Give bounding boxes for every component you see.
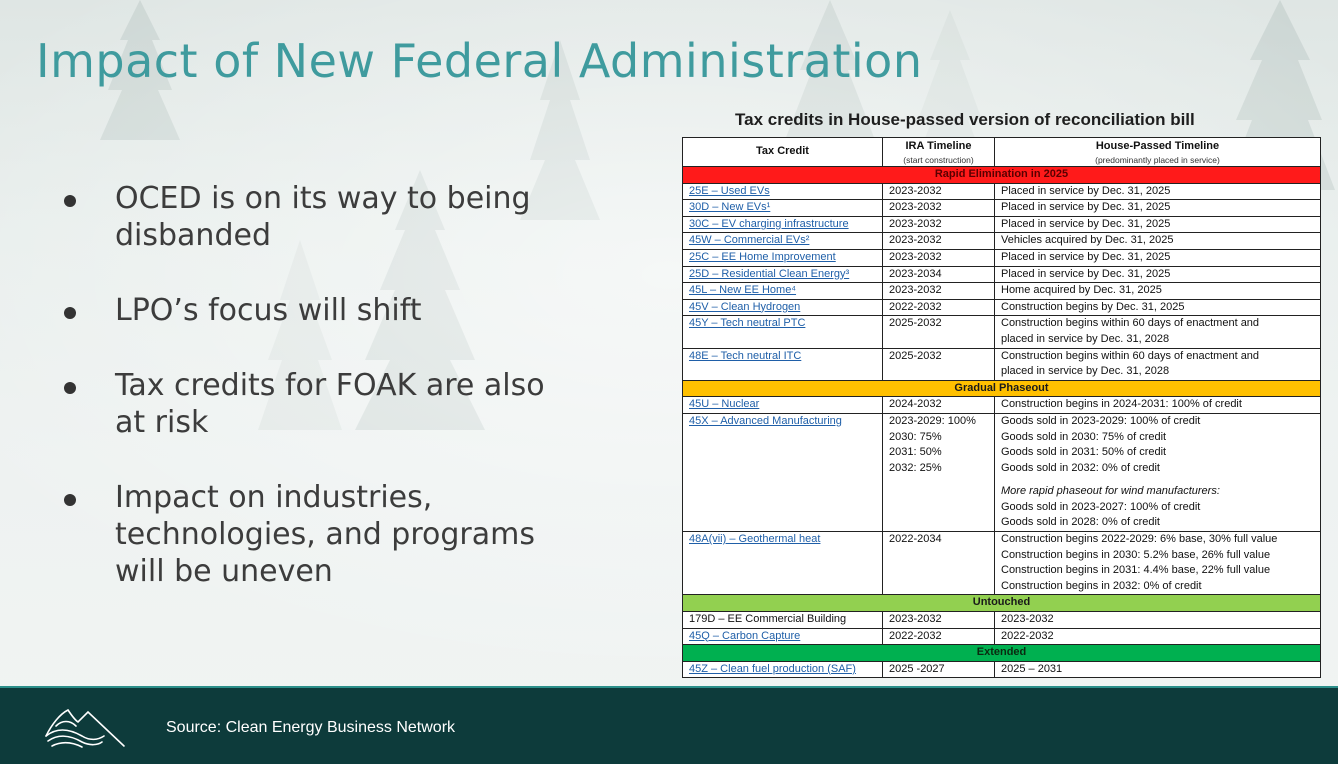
bullet-item: [60, 292, 422, 329]
ira-timeline-cell: [883, 200, 995, 217]
ira-timeline-cell: [883, 397, 995, 414]
ira-timeline-cell: [883, 532, 995, 595]
table-caption: Tax credits in House-passed version of reconciliation bill: [735, 110, 1195, 129]
ira-timeline-text: 2023-2032: [889, 234, 942, 247]
tax-credit-link[interactable]: 30D – New EVs¹: [689, 201, 771, 214]
house-timeline-cell: [995, 249, 1321, 266]
house-timeline-text: 2022-2032: [1001, 629, 1054, 642]
table-row: [683, 316, 1321, 348]
section-header-row: [683, 167, 1321, 184]
house-timeline-text: Construction begins within 60 days of enactment and: [1001, 349, 1260, 362]
house-timeline-cell: [995, 299, 1321, 316]
mountain-wave-logo-icon: [42, 706, 128, 752]
tax-credit-link[interactable]: 48A(vii) – Geothermal heat: [689, 533, 821, 546]
house-timeline-cell: [995, 283, 1321, 300]
footer-bar: [0, 688, 1338, 764]
ira-timeline-text: 2023-2034: [889, 267, 942, 280]
table-row: [683, 266, 1321, 283]
ira-timeline-text: 2022-2032: [889, 629, 942, 642]
table-row: [683, 397, 1321, 414]
bullet-text: technologies, and programs: [115, 517, 535, 552]
tax-credit-link[interactable]: 45Y – Tech neutral PTC: [689, 317, 806, 330]
house-timeline-text: placed in service by Dec. 31, 2028: [1001, 365, 1170, 378]
table-row: [683, 216, 1321, 233]
house-timeline-text: Goods sold in 2028: 0% of credit: [1001, 516, 1160, 529]
house-timeline-text: Vehicles acquired by Dec. 31, 2025: [1001, 234, 1174, 247]
tax-credit-link[interactable]: 45V – Clean Hydrogen: [689, 300, 801, 313]
bullet-dot: [64, 382, 76, 394]
table-body: [683, 167, 1321, 678]
table-row: [683, 200, 1321, 217]
house-timeline-text: Construction begins within 60 days of enactment and: [1001, 317, 1260, 330]
ira-timeline-text: 2025-2032: [889, 349, 942, 362]
tax-credit-table-container: [682, 137, 1320, 678]
tax-credit-cell: [683, 532, 883, 595]
source-citation: Source: Clean Energy Business Network: [166, 719, 456, 736]
tax-credit-link[interactable]: 45Z – Clean fuel production (SAF): [689, 662, 856, 675]
section-header-row: [683, 380, 1321, 397]
bullet-text: LPO’s focus will shift: [115, 293, 422, 328]
tax-credit-link[interactable]: 45U – Nuclear: [689, 398, 760, 411]
ira-timeline-cell: [883, 266, 995, 283]
house-timeline-text: Placed in service by Dec. 31, 2025: [1001, 201, 1171, 214]
tax-credit-link[interactable]: 45X – Advanced Manufacturing: [689, 414, 842, 427]
tax-credit-cell: [683, 348, 883, 380]
house-timeline-text: Placed in service by Dec. 31, 2025: [1001, 267, 1171, 280]
tax-credit-cell: [683, 299, 883, 316]
tax-credit-table: [682, 137, 1321, 678]
bullet-text: disbanded: [115, 218, 271, 253]
tax-credit-name: 179D – EE Commercial Building: [689, 613, 847, 626]
table-row: [683, 628, 1321, 645]
house-timeline-text: Placed in service by Dec. 31, 2025: [1001, 250, 1171, 263]
bullet-item: [60, 367, 545, 441]
section-title: Extended: [683, 645, 1321, 662]
house-timeline-text: Construction begins in 2032: 0% of credit: [1001, 579, 1202, 592]
tax-credit-link[interactable]: 45W – Commercial EVs²: [689, 234, 810, 247]
slide-title: Impact of New Federal Administration: [36, 34, 923, 88]
house-timeline-text: Construction begins by Dec. 31, 2025: [1001, 300, 1185, 313]
house-timeline-text: Goods sold in 2023-2027: 100% of credit: [1001, 500, 1201, 513]
section-title: Rapid Elimination in 2025: [683, 167, 1321, 184]
tax-credit-cell: [683, 200, 883, 217]
ira-timeline-cell: [883, 233, 995, 250]
tax-credit-cell: [683, 283, 883, 300]
house-timeline-text: placed in service by Dec. 31, 2028: [1001, 332, 1170, 345]
tax-credit-cell: [683, 413, 883, 531]
bullet-item: [60, 180, 531, 254]
house-timeline-cell: [995, 413, 1321, 531]
house-timeline-text: Goods sold in 2032: 0% of credit: [1001, 461, 1160, 474]
house-timeline-cell: [995, 612, 1321, 629]
tax-credit-link[interactable]: 45Q – Carbon Capture: [689, 629, 801, 642]
tax-credit-link[interactable]: 25E – Used EVs: [689, 184, 770, 197]
ira-timeline-text: 2025-2032: [889, 317, 942, 330]
ira-timeline-cell: [883, 413, 995, 531]
table-row: [683, 249, 1321, 266]
table-row: [683, 233, 1321, 250]
tax-credit-cell: [683, 661, 883, 678]
section-title: Gradual Phaseout: [683, 380, 1321, 397]
tax-credit-cell: [683, 216, 883, 233]
bullet-dot: [64, 494, 76, 506]
section-header-row: [683, 595, 1321, 612]
tax-credit-link[interactable]: 25D – Residential Clean Energy³: [689, 267, 850, 280]
house-timeline-cell: [995, 233, 1321, 250]
ira-timeline-text: 2023-2032: [889, 613, 942, 626]
house-timeline-cell: [995, 183, 1321, 200]
ira-timeline-cell: [883, 612, 995, 629]
ira-timeline-text: 2022-2032: [889, 300, 942, 313]
ira-timeline-text: 2023-2032: [889, 284, 942, 297]
house-timeline-cell: [995, 661, 1321, 678]
ira-timeline-text: 2023-2032: [889, 250, 942, 263]
tax-credit-link[interactable]: 25C – EE Home Improvement: [689, 250, 836, 263]
house-timeline-text: Construction begins in 2031: 4.4% base, 22% full value: [1001, 564, 1271, 577]
tax-credit-cell: [683, 249, 883, 266]
ira-timeline-text: 2023-2032: [889, 184, 942, 197]
header-house-timeline: House-Passed Timeline (predominantly placed in service): [995, 138, 1321, 167]
tax-credit-link[interactable]: 45L – New EE Home⁴: [689, 284, 797, 297]
tax-credit-link[interactable]: 48E – Tech neutral ITC: [689, 349, 802, 362]
house-timeline-text: Home acquired by Dec. 31, 2025: [1001, 284, 1162, 297]
house-timeline-cell: [995, 200, 1321, 217]
house-timeline-text: Placed in service by Dec. 31, 2025: [1001, 217, 1171, 230]
ira-timeline-cell: [883, 316, 995, 348]
ira-timeline-cell: [883, 628, 995, 645]
bullet-dot: [64, 195, 76, 207]
tax-credit-cell: [683, 316, 883, 348]
table-row: [683, 661, 1321, 678]
table-row: [683, 532, 1321, 595]
house-timeline-cell: [995, 216, 1321, 233]
tax-credit-cell: [683, 397, 883, 414]
tax-credit-cell: [683, 233, 883, 250]
ira-timeline-text: 2024-2032: [889, 398, 942, 411]
table-row: [683, 348, 1321, 380]
house-timeline-text: Goods sold in 2030: 75% of credit: [1001, 430, 1167, 443]
bullet-text: OCED is on its way to being: [115, 181, 531, 216]
table-row: [683, 183, 1321, 200]
house-timeline-text: 2023-2032: [1001, 613, 1054, 626]
table-row: [683, 299, 1321, 316]
house-timeline-cell: [995, 532, 1321, 595]
bullet-text: Impact on industries,: [115, 480, 433, 515]
house-timeline-text: Goods sold in 2031: 50% of credit: [1001, 446, 1167, 459]
house-timeline-text: Placed in service by Dec. 31, 2025: [1001, 184, 1171, 197]
ira-timeline-cell: [883, 348, 995, 380]
ira-timeline-text: 2023-2029: 100%: [889, 414, 976, 427]
table-header-row: [683, 138, 1321, 167]
bullet-text: will be uneven: [115, 554, 333, 589]
house-timeline-text: Goods sold in 2023-2029: 100% of credit: [1001, 414, 1201, 427]
ira-timeline-text: 2025 -2027: [889, 662, 945, 675]
house-timeline-cell: [995, 397, 1321, 414]
bullet-item: [60, 479, 535, 590]
tax-credit-cell: [683, 628, 883, 645]
tax-credit-cell: [683, 183, 883, 200]
ira-timeline-text: 2023-2032: [889, 201, 942, 214]
ira-timeline-text: 2023-2032: [889, 217, 942, 230]
section-title: Untouched: [683, 595, 1321, 612]
ira-timeline-cell: [883, 249, 995, 266]
bullet-text: Tax credits for FOAK are also: [115, 368, 545, 403]
ira-timeline-cell: [883, 216, 995, 233]
house-timeline-text: Construction begins 2022-2029: 6% base, 30% full value: [1001, 533, 1278, 546]
bullet-dot: [64, 307, 76, 319]
table-row: [683, 612, 1321, 629]
ira-timeline-cell: [883, 183, 995, 200]
house-timeline-text: More rapid phaseout for wind manufacturers:: [1001, 485, 1220, 498]
house-timeline-text: 2025 – 2031: [1001, 662, 1063, 675]
ira-timeline-cell: [883, 299, 995, 316]
ira-timeline-cell: [883, 661, 995, 678]
tax-credit-cell: [683, 612, 883, 629]
table-row: [683, 283, 1321, 300]
table-row: [683, 413, 1321, 531]
house-timeline-cell: [995, 316, 1321, 348]
bullet-text: at risk: [115, 405, 209, 440]
house-timeline-cell: [995, 348, 1321, 380]
tax-credit-cell: [683, 266, 883, 283]
header-tax-credit: Tax Credit: [683, 138, 883, 167]
house-timeline-text: Construction begins in 2024-2031: 100% of credit: [1001, 398, 1242, 411]
ira-timeline-cell: [883, 283, 995, 300]
section-header-row: [683, 645, 1321, 662]
house-timeline-text: Construction begins in 2030: 5.2% base, 26% full value: [1001, 548, 1271, 561]
header-ira-timeline: IRA Timeline (start construction): [883, 138, 995, 167]
ira-timeline-text: 2022-2034: [889, 533, 942, 546]
ira-timeline-text: 2032: 25%: [889, 461, 942, 474]
house-timeline-cell: [995, 628, 1321, 645]
line-gap: [1001, 476, 1314, 484]
ira-timeline-text: 2030: 75%: [889, 430, 942, 443]
tax-credit-link[interactable]: 30C – EV charging infrastructure: [689, 217, 849, 230]
ira-timeline-text: 2031: 50%: [889, 446, 942, 459]
house-timeline-cell: [995, 266, 1321, 283]
